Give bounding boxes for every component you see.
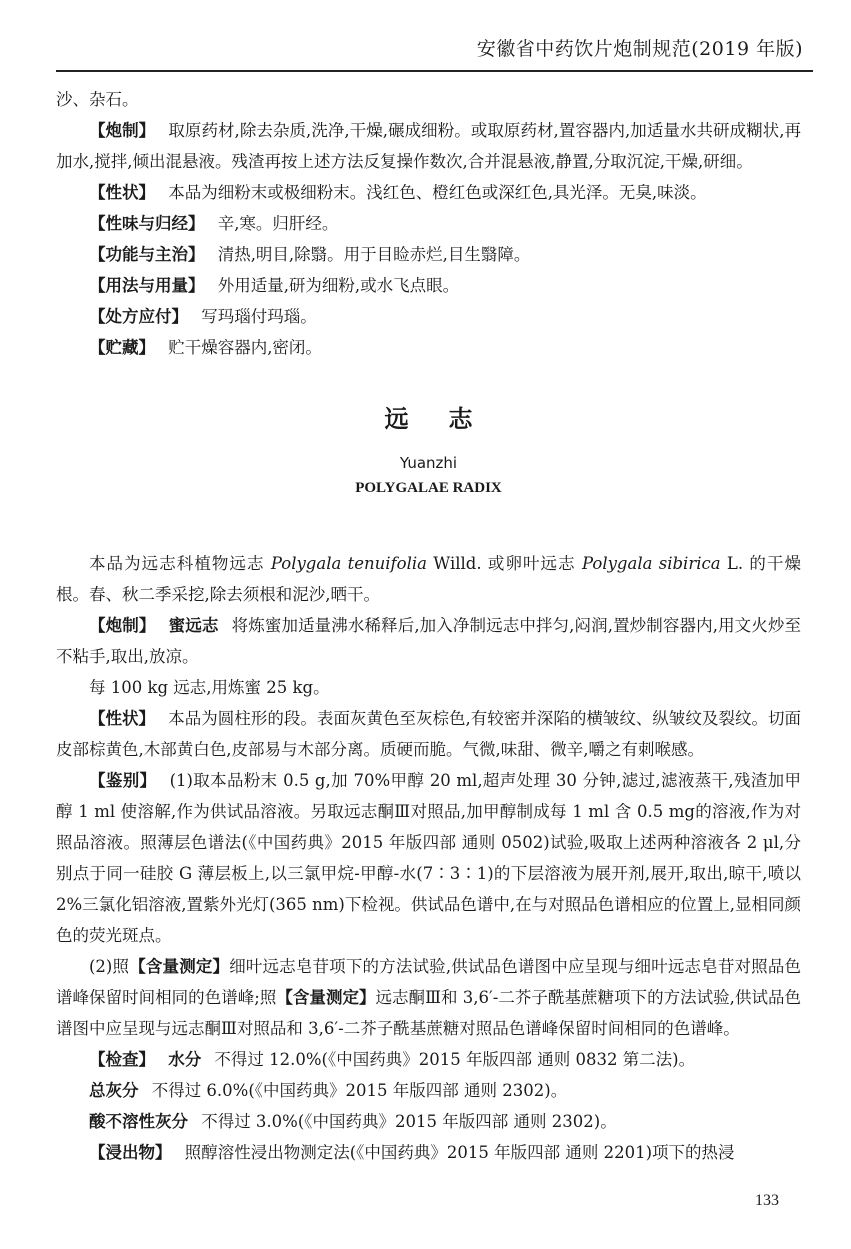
section-text: (2)照 <box>89 957 130 976</box>
prev-entry-continuation: 沙、杂石。 <box>56 90 139 109</box>
section-text: 远志酮Ⅲ和 3,6′-二芥子酰基蔗糖项下的方法试验,供试品色谱图中应呈现与远志酮Ⅲ对照品和 3,6′-二芥子酰基蔗糖对照品色谱峰保留时间相同的色谱峰。 <box>56 988 802 1038</box>
section-usage <box>56 270 801 301</box>
section-label: 【炮制】 <box>89 616 156 635</box>
monograph-latin-name: POLYGALAE RADIX <box>355 480 502 496</box>
section-label: 【功能与主治】 <box>89 245 205 264</box>
section-text: (1)取本品粉末 0.5 g,加 70%甲醇 20 ml,超声处理 30 分钟,滤过,滤液蒸干,残渣加甲醇 1 ml 使溶解,作为供试品溶液。另取远志酮Ⅲ对照品,加甲醇制成每 1 ml 含 0.5 mg的溶液,作为对照品溶液。照薄层色谱法(《中国药典》2015 年版四部 通则 0502)试验,吸取上述两种溶液各 2 μl,分别点于同一硅胶 G 薄层板上,以三氯甲烷-甲醇-水(7∶3∶1)的下层溶液为展开剂,展开,取出,晾干,喷以 2%三氯化铝溶液,置紫外光灯(365 nm)下检视。供试品色谱中,在与对照品色谱相应的位置上,显相同颜色的荧光斑点。 <box>56 771 802 945</box>
inspection-total-ash <box>56 1075 801 1106</box>
section-text: 照醇溶性浸出物测定法(《中国药典》2015 年版四部 通则 2201)项下的热浸 <box>184 1143 735 1162</box>
intro-text: Willd. 或卵叶远志 <box>426 554 582 573</box>
section-text: 写玛瑙付玛瑙。 <box>201 307 317 326</box>
monograph-pinyin: Yuanzhi <box>399 454 458 472</box>
section-text: 外用适量,研为细粉,或水飞点眼。 <box>217 276 460 295</box>
cross-reference: 【含量测定】 <box>276 988 376 1007</box>
intro-text: 本品为远志科植物远志 <box>89 554 271 573</box>
section-processing-prev <box>56 115 801 177</box>
monograph-intro <box>56 548 801 610</box>
processing-method-label: 蜜远志 <box>168 616 219 635</box>
section-taste-meridian <box>56 208 801 239</box>
inspection-item-name: 酸不溶性灰分 <box>89 1112 188 1131</box>
processing-ratio: 每 100 kg 远志,用炼蜜 25 kg。 <box>89 678 330 697</box>
section-label: 【浸出物】 <box>89 1143 172 1162</box>
section-text: 本品为圆柱形的段。表面灰黄色至灰棕色,有较密并深陷的横皱纹、纵皱纹及裂纹。切面皮部棕黄色,木部黄白色,皮部易与木部分离。质硬而脆。气微,味甜、微辛,嚼之有刺喉感。 <box>56 709 802 759</box>
section-text: 不得过 12.0%(《中国药典》2015 年版四部 通则 0832 第二法)。 <box>214 1050 696 1069</box>
section-text: 不得过 3.0%(《中国药典》2015 年版四部 通则 2302)。 <box>201 1112 617 1131</box>
section-label: 【贮藏】 <box>89 338 155 357</box>
running-header: 安徽省中药饮片炮制规范(2019 年版) <box>476 38 803 60</box>
header-rule <box>56 70 813 72</box>
section-label: 【检查】 <box>89 1050 155 1069</box>
section-text: 辛,寒。归肝经。 <box>217 214 339 233</box>
section-text: 贮干燥容器内,密闭。 <box>168 338 322 357</box>
section-characters-prev <box>56 177 801 208</box>
section-label: 【处方应付】 <box>89 307 188 326</box>
section-label: 【性味与归经】 <box>89 214 205 233</box>
intro-text: L. 的干燥根。春、秋二季采挖,除去须根和泥沙,晒干。 <box>56 554 801 604</box>
section-label: 【炮制】 <box>89 121 156 140</box>
section-label: 【鉴别】 <box>89 771 157 790</box>
section-identification <box>56 765 801 951</box>
section-function <box>56 239 801 270</box>
inspection-item-name: 水分 <box>168 1050 202 1069</box>
section-text: 不得过 6.0%(《中国药典》2015 年版四部 通则 2302)。 <box>151 1081 568 1100</box>
inspection-acid-insoluble-ash <box>56 1106 801 1137</box>
cross-reference: 【含量测定】 <box>129 957 230 976</box>
page-content <box>56 84 801 1168</box>
identification-item-2 <box>56 951 801 1044</box>
section-storage <box>56 332 801 363</box>
section-processing <box>56 610 801 672</box>
section-text: 将炼蜜加适量沸水稀释后,加入净制远志中拌匀,闷润,置炒制容器内,用文火炒至不粘手,取出,放凉。 <box>56 616 802 666</box>
page-number: 133 <box>755 1192 779 1209</box>
inspection-item-name: 总灰分 <box>89 1081 139 1100</box>
section-inspection <box>56 1044 801 1075</box>
section-text: 本品为细粉末或极细粉末。浅红色、橙红色或深红色,具光泽。无臭,味淡。 <box>168 183 707 202</box>
section-label: 【性状】 <box>89 183 155 202</box>
section-label: 【性状】 <box>89 709 156 728</box>
section-text: 细叶远志皂苷项下的方法试验,供试品色谱图中应呈现与细叶远志皂苷对照品色谱峰保留时间相同的色谱峰;照 <box>56 957 801 1007</box>
section-text: 取原药材,除去杂质,洗净,干燥,碾成细粉。或取原药材,置容器内,加适量水共研成糊状,再加水,搅拌,倾出混悬液。残渣再按上述方法反复操作数次,合并混悬液,静置,分取沉淀,干燥,研细。 <box>56 121 802 171</box>
section-characters <box>56 703 801 765</box>
monograph-title: 远志 <box>384 405 513 433</box>
section-text: 清热,明目,除翳。用于目睑赤烂,目生翳障。 <box>217 245 531 264</box>
section-prescription <box>56 301 801 332</box>
section-label: 【用法与用量】 <box>89 276 205 295</box>
species-name: Polygala tenuifolia <box>270 554 427 573</box>
section-extract <box>56 1137 801 1168</box>
species-name: Polygala sibirica <box>581 554 721 573</box>
